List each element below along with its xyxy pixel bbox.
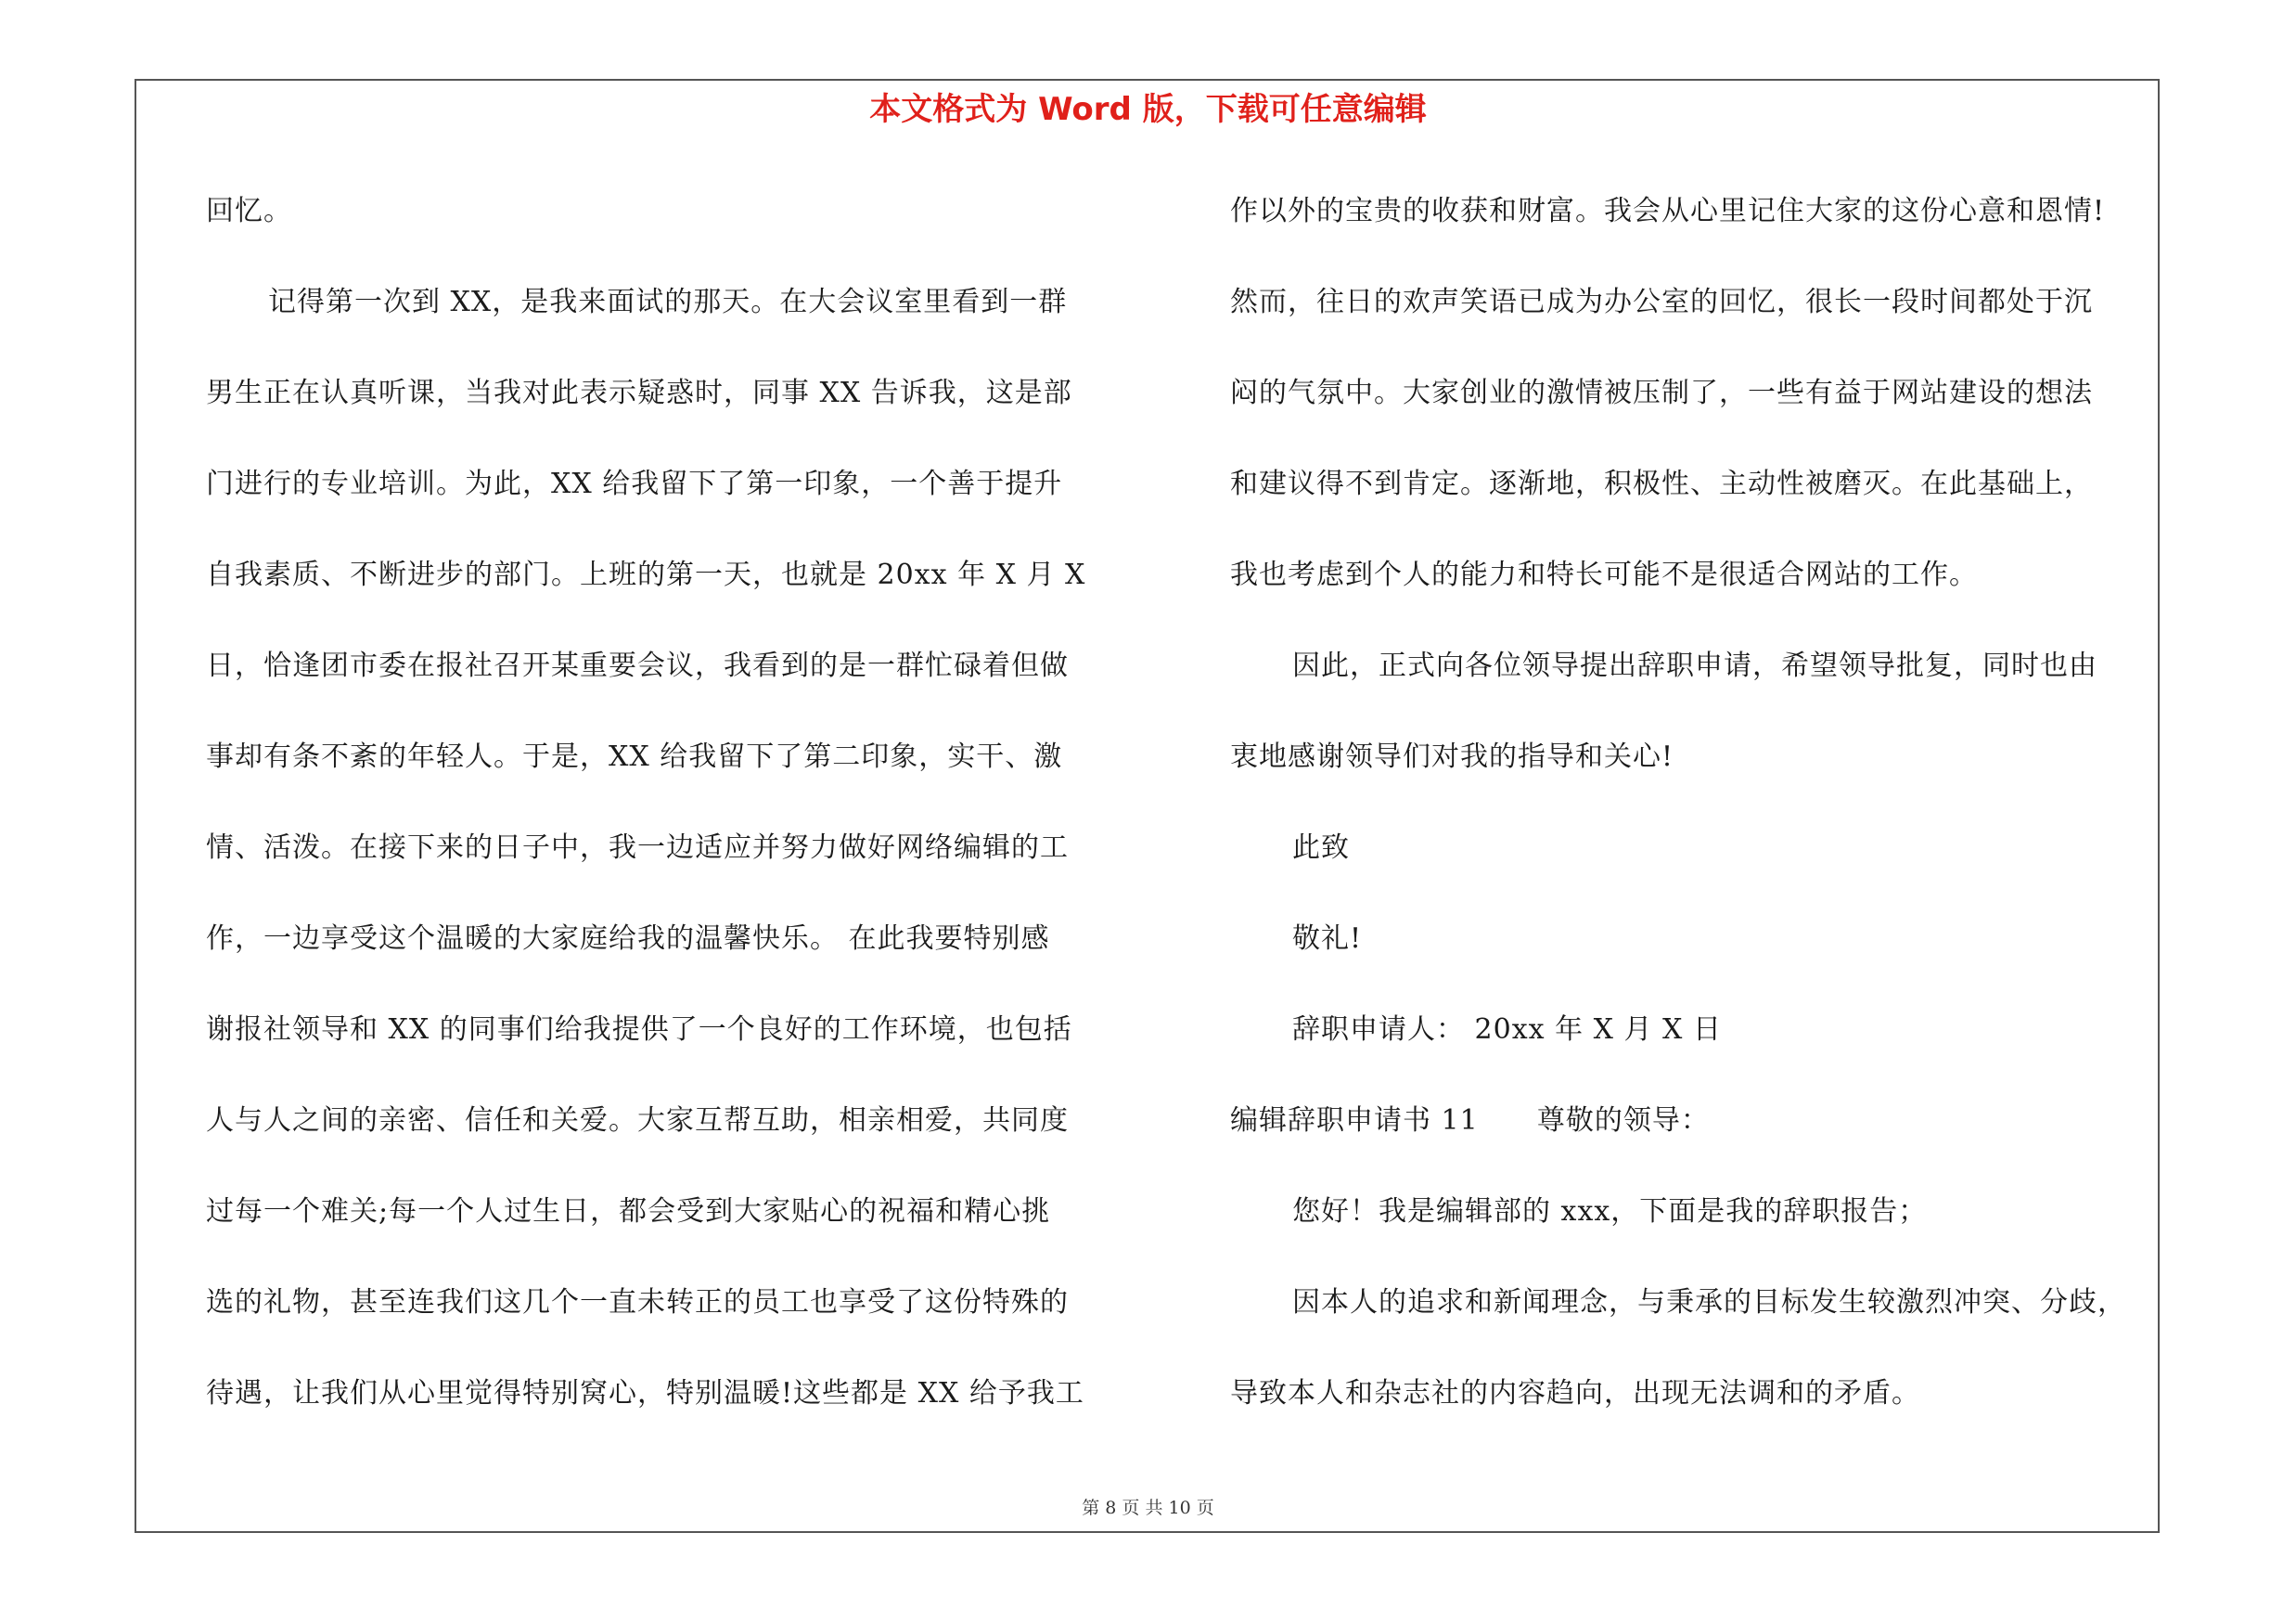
text-line: 回忆。 — [206, 195, 292, 227]
text-line: 男生正在认真听课，当我对此表示疑惑时，同事 XX 告诉我，这是部 — [206, 377, 1072, 409]
text-line: 过每一个难关;每一个人过生日，都会受到大家贴心的祝福和精心挑 — [206, 1195, 1051, 1228]
text-line: 记得第一次到 XX，是我来面试的那天。在大会议室里看到一群 — [268, 286, 1068, 318]
page-number: 第 8 页 共 10 页 — [1082, 1498, 1214, 1518]
closing-regards: 敬礼! — [1292, 922, 1363, 955]
text-line: 导致本人和杂志社的内容趋向，出现无法调和的矛盾。 — [1230, 1377, 1920, 1410]
section-heading: 编辑辞职申请书 11 尊敬的领导： — [1230, 1104, 1710, 1137]
text-line: 作，一边享受这个温暖的大家庭给我的温馨快乐。 在此我要特别感 — [206, 922, 1050, 955]
text-line: 人与人之间的亲密、信任和关爱。大家互帮互助，相亲相爱，共同度 — [206, 1104, 1069, 1137]
text-line: 情、活泼。在接下来的日子中，我一边适应并努力做好网络编辑的工 — [206, 831, 1069, 864]
text-line: 您好！我是编辑部的 xxx，下面是我的辞职报告； — [1292, 1195, 1928, 1228]
text-line: 事却有条不紊的年轻人。于是，XX 给我留下了第二印象，实干、激 — [206, 741, 1063, 773]
text-line: 作以外的宝贵的收获和财富。我会从心里记住大家的这份心意和恩情! — [1230, 195, 2106, 227]
text-line: 自我素质、不断进步的部门。上班的第一天，也就是 20xx 年 X 月 X — [206, 559, 1086, 591]
text-line: 选的礼物，甚至连我们这几个一直未转正的员工也享受了这份特殊的 — [206, 1286, 1069, 1319]
text-line: 门进行的专业培训。为此，XX 给我留下了第一印象，一个善于提升 — [206, 468, 1063, 500]
left-text-column — [206, 184, 1134, 1457]
text-line: 然而，往日的欢声笑语已成为办公室的回忆，很长一段时间都处于沉 — [1230, 286, 2093, 318]
text-line: 我也考虑到个人的能力和特长可能不是很适合网站的工作。 — [1230, 559, 1978, 591]
text-line: 和建议得不到肯定。逐渐地，积极性、主动性被磨灭。在此基础上， — [1230, 468, 2093, 500]
applicant-signature-line: 辞职申请人： 20xx 年 X 月 X 日 — [1292, 1013, 1722, 1046]
text-line: 因本人的追求和新闻理念，与秉承的目标发生较激烈冲突、分歧， — [1292, 1286, 2126, 1319]
right-text-column — [1230, 184, 2158, 1457]
format-notice-header: 本文格式为 Word 版，下载可任意编辑 — [869, 91, 1427, 128]
text-line: 待遇，让我们从心里觉得特别窝心，特别温暖!这些都是 XX 给予我工 — [206, 1377, 1084, 1410]
text-line: 因此，正式向各位领导提出辞职申请，希望领导批复，同时也由 — [1292, 650, 2097, 682]
text-line: 衷地感谢领导们对我的指导和关心! — [1230, 741, 1674, 773]
text-line: 谢报社领导和 XX 的同事们给我提供了一个良好的工作环境，也包括 — [206, 1013, 1072, 1046]
closing-salutation: 此致 — [1292, 831, 1350, 864]
text-line: 闷的气氛中。大家创业的激情被压制了，一些有益于网站建设的想法 — [1230, 377, 2093, 409]
text-line: 日，恰逢团市委在报社召开某重要会议，我看到的是一群忙碌着但做 — [206, 650, 1069, 682]
